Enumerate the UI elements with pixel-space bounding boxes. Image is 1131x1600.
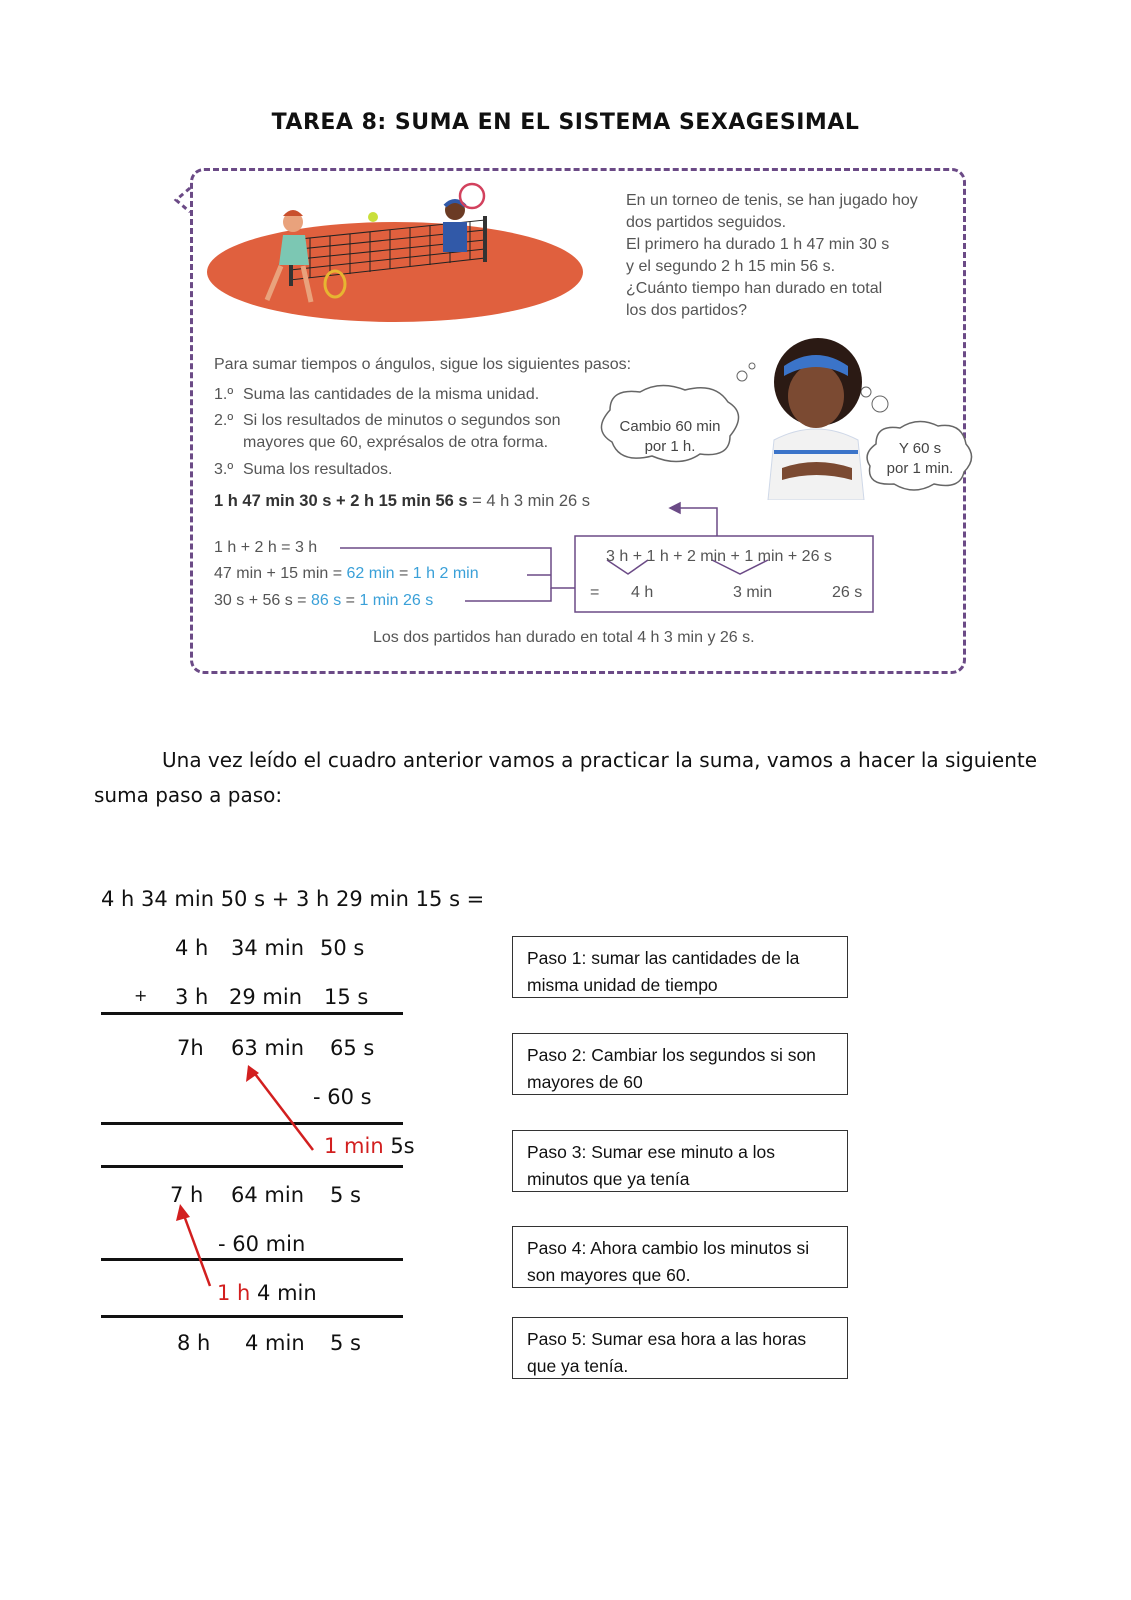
example-main-bold: 1 h 47 min 30 s + 2 h 15 min 56 s [214, 492, 468, 510]
paso-box: Paso 5: Sumar esa hora a las horas que ya tenía. [512, 1317, 848, 1379]
problem-line: y el segundo 2 h 15 min 56 s. [626, 258, 836, 275]
cell-minutes: 29 min [229, 985, 302, 1009]
problem-line: El primero ha durado 1 h 47 min 30 s [626, 236, 890, 253]
example-conclusion: Los dos partidos han durado en total 4 h 3 min y 26 s. [373, 629, 755, 646]
carry-hour-red: 1 h [217, 1281, 251, 1305]
page-title: TAREA 8: SUMA EN EL SISTEMA SEXAGESIMAL [271, 110, 860, 135]
cell-minutes: 64 min [231, 1183, 304, 1207]
step-text: Suma los resultados. [243, 461, 393, 478]
paso-box: Paso 2: Cambiar los segundos si son mayores de 60 [512, 1033, 848, 1095]
frame-tab [170, 186, 196, 216]
arrow-hour-carry [182, 1210, 210, 1286]
arrowhead-icon [176, 1204, 190, 1221]
carry-seconds [324, 1134, 415, 1158]
arrowhead-icon [246, 1065, 259, 1082]
example-text: 47 min + 15 min = [214, 565, 347, 582]
plus-sign: + [134, 986, 148, 1005]
cell-hours: 7h [177, 1036, 204, 1060]
example-text: = [394, 565, 413, 582]
sum-line [101, 1012, 403, 1015]
paragraph-line: suma paso a paso: [94, 783, 283, 807]
thinking-girl-illustration [730, 330, 910, 500]
carry-minute-red: 1 min [324, 1134, 384, 1158]
cell-seconds: 5 s [330, 1183, 361, 1207]
step-text: Si los resultados de minutos o segundos son [243, 412, 561, 429]
cell-hours: 8 h [177, 1331, 211, 1355]
problem-statement [626, 190, 918, 322]
arrow-minute-carry [252, 1070, 313, 1150]
cell-minutes: 34 min [231, 936, 304, 960]
summary-box-hours: 4 h [631, 584, 654, 601]
step-number: 3.º [214, 461, 234, 478]
problem-line: los dos partidos? [626, 302, 747, 319]
cell-minutes: 4 min [245, 1331, 305, 1355]
example-highlight: 1 min 26 s [359, 592, 434, 609]
paso-box: Paso 4: Ahora cambio los minutos si son mayores que 60. [512, 1226, 848, 1288]
carry-remainder: 5s [383, 1134, 415, 1158]
cloud-text: por 1 h. [644, 438, 696, 455]
step-number: 1.º [214, 386, 234, 403]
summary-box-equals: = [590, 584, 600, 601]
example-main-result: = 4 h 3 min 26 s [467, 492, 591, 510]
example-row-hours: 1 h + 2 h = 3 h [214, 539, 318, 556]
example-text: 30 s + 56 s = [214, 592, 311, 609]
summary-box-minutes: 3 min [733, 584, 773, 601]
paragraph-line: Una vez leído el cuadro anterior vamos a practicar la suma, vamos a hacer la siguiente [162, 748, 1038, 772]
cloud-text: Cambio 60 min [619, 418, 721, 435]
cell-minutes: 63 min [231, 1036, 304, 1060]
problem-line: ¿Cuánto tiempo han durado en total [626, 280, 883, 297]
cell-seconds: 15 s [324, 985, 369, 1009]
summary-box-top: 3 h + 1 h + 2 min + 1 min + 26 s [606, 548, 832, 565]
cloud-text: Y 60 s [898, 440, 942, 457]
paso-box: Paso 1: sumar las cantidades de la misma unidad de tiempo [512, 936, 848, 998]
step-text: mayores que 60, exprésalos de otra forma. [243, 434, 549, 451]
exercise-statement: 4 h 34 min 50 s + 3 h 29 min 15 s = [101, 887, 485, 911]
cell-hours: 4 h [175, 936, 209, 960]
paso-box: Paso 3: Sumar ese minuto a los minutos que ya tenía [512, 1130, 848, 1192]
problem-line: En un torneo de tenis, se han jugado hoy [626, 192, 918, 209]
example-highlight: 62 min [346, 565, 395, 582]
cell-seconds: 50 s [320, 936, 365, 960]
subtract-seconds: - 60 s [313, 1085, 372, 1109]
steps-intro: Para sumar tiempos o ángulos, sigue los siguientes pasos: [214, 356, 632, 373]
cell-hours: 7 h [170, 1183, 204, 1207]
cloud-text: por 1 min. [886, 460, 954, 477]
carry-arrows [160, 1060, 330, 1300]
cell-hours: 3 h [175, 985, 209, 1009]
cell-seconds: 5 s [330, 1331, 361, 1355]
step-text: Suma las cantidades de la misma unidad. [243, 386, 540, 403]
summary-box-seconds: 26 s [832, 584, 863, 601]
cell-seconds: 65 s [330, 1036, 375, 1060]
divider-line [101, 1315, 403, 1318]
example-text: = [341, 592, 360, 609]
example-highlight: 86 s [310, 592, 342, 609]
subtract-minutes: - 60 min [218, 1232, 306, 1256]
tennis-court-illustration [205, 180, 590, 330]
carry-remainder: 4 min [250, 1281, 317, 1305]
example-highlight: 1 h 2 min [412, 565, 479, 582]
problem-line: dos partidos seguidos. [626, 214, 787, 231]
step-number: 2.º [214, 412, 234, 429]
